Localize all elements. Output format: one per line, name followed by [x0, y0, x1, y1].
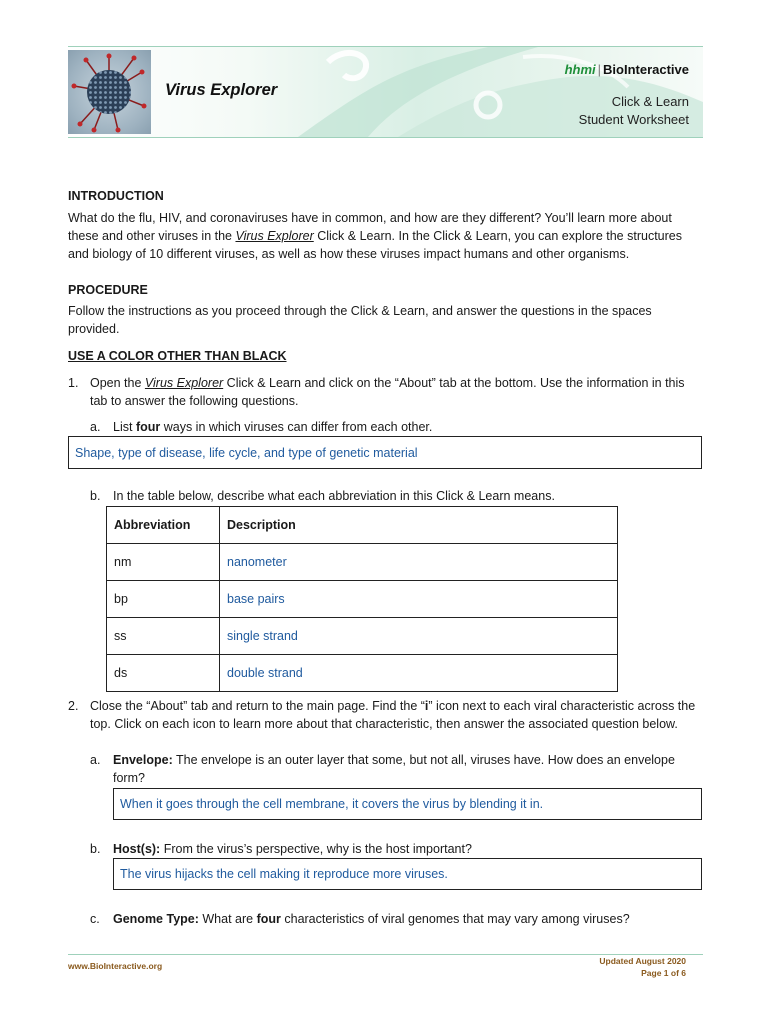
q1-text-emph: Virus Explorer [144, 376, 224, 390]
q2c-bold: Genome Type: [113, 912, 199, 926]
table-cell-description[interactable]: nanometer [220, 544, 618, 581]
q2-text [90, 697, 700, 733]
table-cell-description[interactable]: double strand [220, 655, 618, 692]
color-note: USE A COLOR OTHER THAN BLACK [68, 349, 287, 363]
intro-text-emph: Virus Explorer [235, 229, 314, 243]
footer-page-number: Page 1 of 6 [641, 968, 686, 978]
q1a-label: a. [90, 420, 101, 434]
q1a-question [113, 418, 432, 436]
q2b-bold: Host(s): [113, 842, 161, 856]
q2-text-1: Close the “About” tab and return to the main page. Find the “ [90, 699, 425, 713]
abbreviation-table [106, 506, 618, 692]
q1-number: 1. [68, 376, 79, 390]
q2a-answer-box[interactable] [113, 788, 702, 820]
intro-text-2: Click & Learn. In the Click & Learn, you can explore the structures and biology of 10 different viruses, as well as how these viruses impact humans and other organisms. [68, 229, 682, 261]
table-row [107, 581, 618, 618]
q1b-label: b. [90, 489, 101, 503]
q2a-bold: Envelope: [113, 753, 173, 767]
q2a-text: The envelope is an outer layer that some, but not all, viruses have. How does an envelope form? [113, 753, 675, 785]
table-row [107, 655, 618, 692]
q2c-label: c. [90, 912, 100, 926]
q1-text [90, 374, 690, 410]
table-header-abbreviation: Abbreviation [107, 507, 220, 544]
q1-text-1: Open the [90, 376, 145, 390]
table-cell-description[interactable]: base pairs [220, 581, 618, 618]
q2b-text: From the virus’s perspective, why is the host important? [160, 842, 472, 856]
introduction-text [68, 209, 703, 263]
q2c-question [113, 910, 630, 928]
q2b-answer: The virus hijacks the cell making it reproduce more viruses. [120, 867, 448, 881]
brand-name: BioInteractive [603, 62, 689, 77]
introduction-heading: INTRODUCTION [68, 189, 164, 203]
footer-info [599, 955, 686, 979]
table-row [107, 618, 618, 655]
brand-hhmi: hhmi [564, 62, 596, 77]
virus-icon [68, 50, 151, 134]
q2c-text-bold: four [256, 912, 281, 926]
table-cell-abbreviation: nm [107, 544, 220, 581]
q2b-label: b. [90, 842, 101, 856]
q2-text-2: ” icon next to each viral characteristic across the top. Click on each icon to learn more about that characteristic, then answer the associated question below. [90, 699, 696, 731]
virus-image [68, 50, 151, 134]
brand-logo [565, 61, 689, 79]
table-header-row [107, 507, 618, 544]
q2-text-bold: i [424, 699, 429, 713]
q1a-answer-box[interactable] [68, 436, 702, 469]
q1a-bold: four [135, 420, 161, 434]
footer-updated: Updated August 2020 [599, 956, 686, 966]
q1-text-2: Click & Learn and click on the “About” tab at the bottom. Use the information in this tab to answer the following questions. [90, 376, 685, 408]
q2b-question [113, 840, 472, 858]
table-header-description: Description [220, 507, 618, 544]
q2a-answer: When it goes through the cell membrane, it covers the virus by blending it in. [120, 797, 544, 811]
q1a-answer: Shape, type of disease, life cycle, and type of genetic material [75, 445, 418, 460]
table-cell-abbreviation: ss [107, 618, 220, 655]
q1a-suffix: ways in which viruses can differ from each other. [160, 420, 433, 434]
q2-number: 2. [68, 699, 79, 713]
table-cell-abbreviation: bp [107, 581, 220, 618]
table-row [107, 544, 618, 581]
q1a-prefix: List [113, 420, 136, 434]
intro-text-1: What do the flu, HIV, and coronaviruses have in common, and how are they different? You’ll learn more about these and other viruses in the [68, 211, 672, 243]
header-banner [68, 46, 703, 138]
subtitle-line-2: Student Worksheet [578, 112, 689, 127]
footer-website[interactable]: www.BioInteractive.org [68, 961, 163, 971]
q1b-question: In the table below, describe what each abbreviation in this Click & Learn means. [113, 489, 555, 503]
page-title: Virus Explorer [165, 81, 278, 99]
table-cell-description[interactable]: single strand [220, 618, 618, 655]
subtitle-line-1: Click & Learn [611, 94, 689, 109]
q2c-text-1: What are [198, 912, 257, 926]
q2c-text-2: characteristics of viral genomes that may vary among viruses? [280, 912, 630, 926]
procedure-heading: PROCEDURE [68, 283, 148, 297]
q2a-label: a. [90, 753, 101, 767]
brand-subtitle [579, 93, 689, 129]
q2b-answer-box[interactable] [113, 858, 702, 890]
brand-separator: | [597, 62, 602, 77]
table-cell-abbreviation: ds [107, 655, 220, 692]
q2a-question [113, 751, 693, 787]
procedure-text: Follow the instructions as you proceed through the Click & Learn, and answer the questions in the spaces provided. [68, 304, 652, 336]
